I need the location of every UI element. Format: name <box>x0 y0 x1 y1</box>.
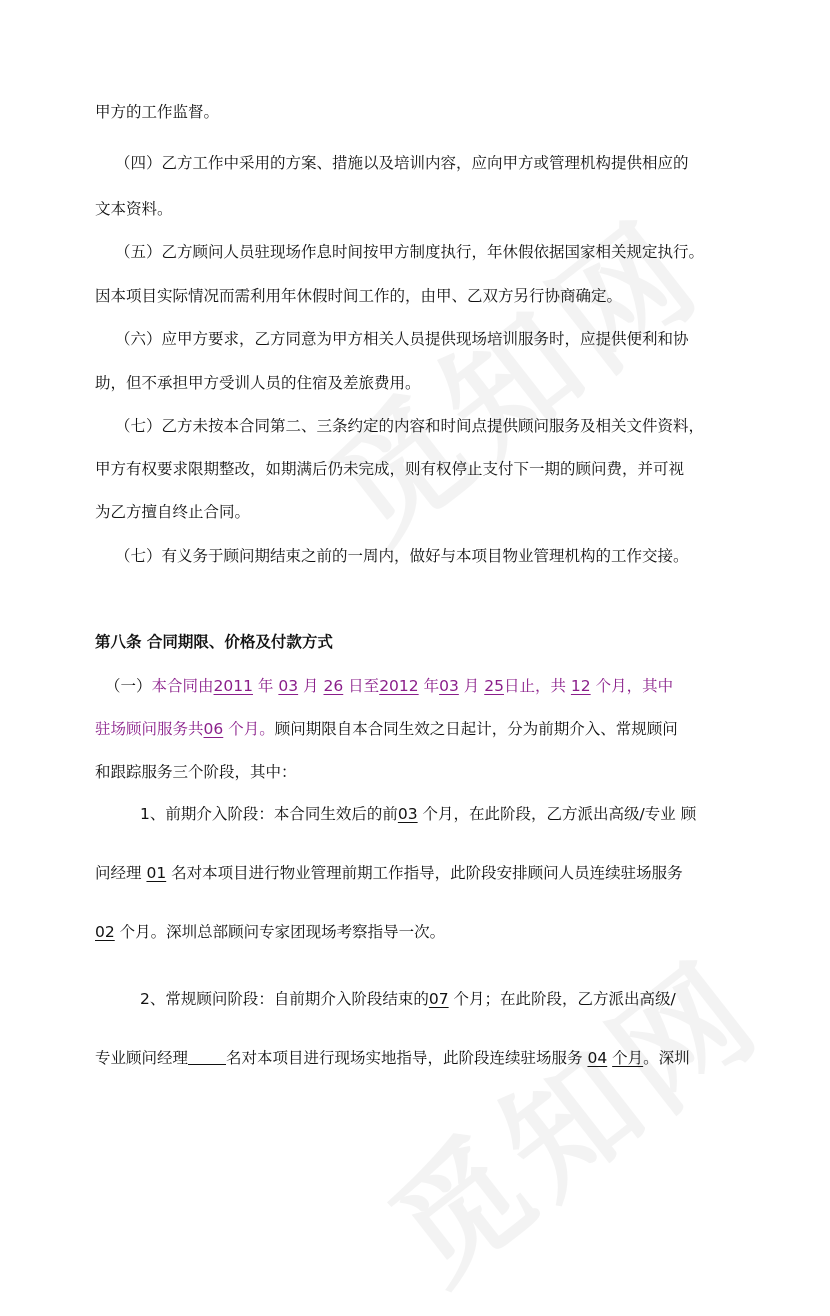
onsite-months: 06 <box>203 720 224 738</box>
article-8-title: 第八条 合同期限、价格及付款方式 <box>95 633 333 651</box>
clause-4-line-2: 文本资料。 <box>95 200 173 218</box>
stage-2-line-1: 2、常规顾问阶段：自前期介入阶段结束的07 个月；在此阶段，乙方派出高级/ <box>140 990 676 1008</box>
stage-1-line-2: 问经理 01 名对本项目进行物业管理前期工作指导，此阶段安排顾问人员连续驻场服务 <box>95 864 683 882</box>
clause-7-line-1: （七）乙方未按本合同第二、三条约定的内容和时间点提供顾问服务及相关文件资料， <box>115 417 705 435</box>
paragraph-line: 甲方的工作监督。 <box>95 103 220 121</box>
watermark-lower <box>347 911 793 1316</box>
stage-2-line-2: 专业顾问经理 名对本项目进行现场实地指导，此阶段连续驻场服务 04 个月。深圳 <box>95 1049 690 1067</box>
start-year: 2011 <box>213 677 253 695</box>
term-line-1: （一）本合同由2011 年 03 月 26 日至2012 年03 月 25日止，共 12 个月，其中 <box>105 677 674 695</box>
start-day: 26 <box>323 677 344 695</box>
end-month: 03 <box>439 677 459 695</box>
clause-4-line-1: （四）乙方工作中采用的方案、措施以及培训内容，应向甲方或管理机构提供相应的 <box>115 154 689 172</box>
end-day: 25 <box>484 677 504 695</box>
end-year: 2012 <box>379 677 419 695</box>
stage-1-line-1: 1、前期介入阶段：本合同生效后的前03 个月，在此阶段，乙方派出高级/专业 顾 <box>140 805 697 823</box>
clause-7-line-3: 为乙方擅自终止合同。 <box>95 503 251 521</box>
clause-7-line-2: 甲方有权要求限期整改，如期满后仍未完成，则有权停止支付下一期的顾问费，并可视 <box>95 460 685 478</box>
clause-5-line-1: （五）乙方顾问人员驻现场作息时间按甲方制度执行，年休假依据国家相关规定执行。 <box>115 243 705 261</box>
clause-6-line-1: （六）应甲方要求，乙方同意为甲方相关人员提供现场培训服务时，应提供便利和协 <box>115 330 689 348</box>
months-total: 12 <box>570 677 591 695</box>
start-month: 03 <box>278 677 299 695</box>
blank-field <box>188 1050 226 1065</box>
term-line-3: 和跟踪服务三个阶段，其中： <box>95 763 297 781</box>
clause-6-line-2: 助，但不承担甲方受训人员的住宿及差旅费用。 <box>95 374 421 392</box>
clause-7b-line-1: （七）有义务于顾问期结束之前的一周内，做好与本项目物业管理机构的工作交接。 <box>115 547 689 565</box>
term-line-2: 驻场顾问服务共06 个月。顾问期限自本合同生效之日起计，分为前期介入、常规顾问 <box>95 720 678 738</box>
stage-1-line-3: 02 个月。深圳总部顾问专家团现场考察指导一次。 <box>95 923 446 941</box>
clause-5-line-2: 因本项目实际情况而需利用年休假时间工作的，由甲、乙双方另行协商确定。 <box>95 287 623 305</box>
